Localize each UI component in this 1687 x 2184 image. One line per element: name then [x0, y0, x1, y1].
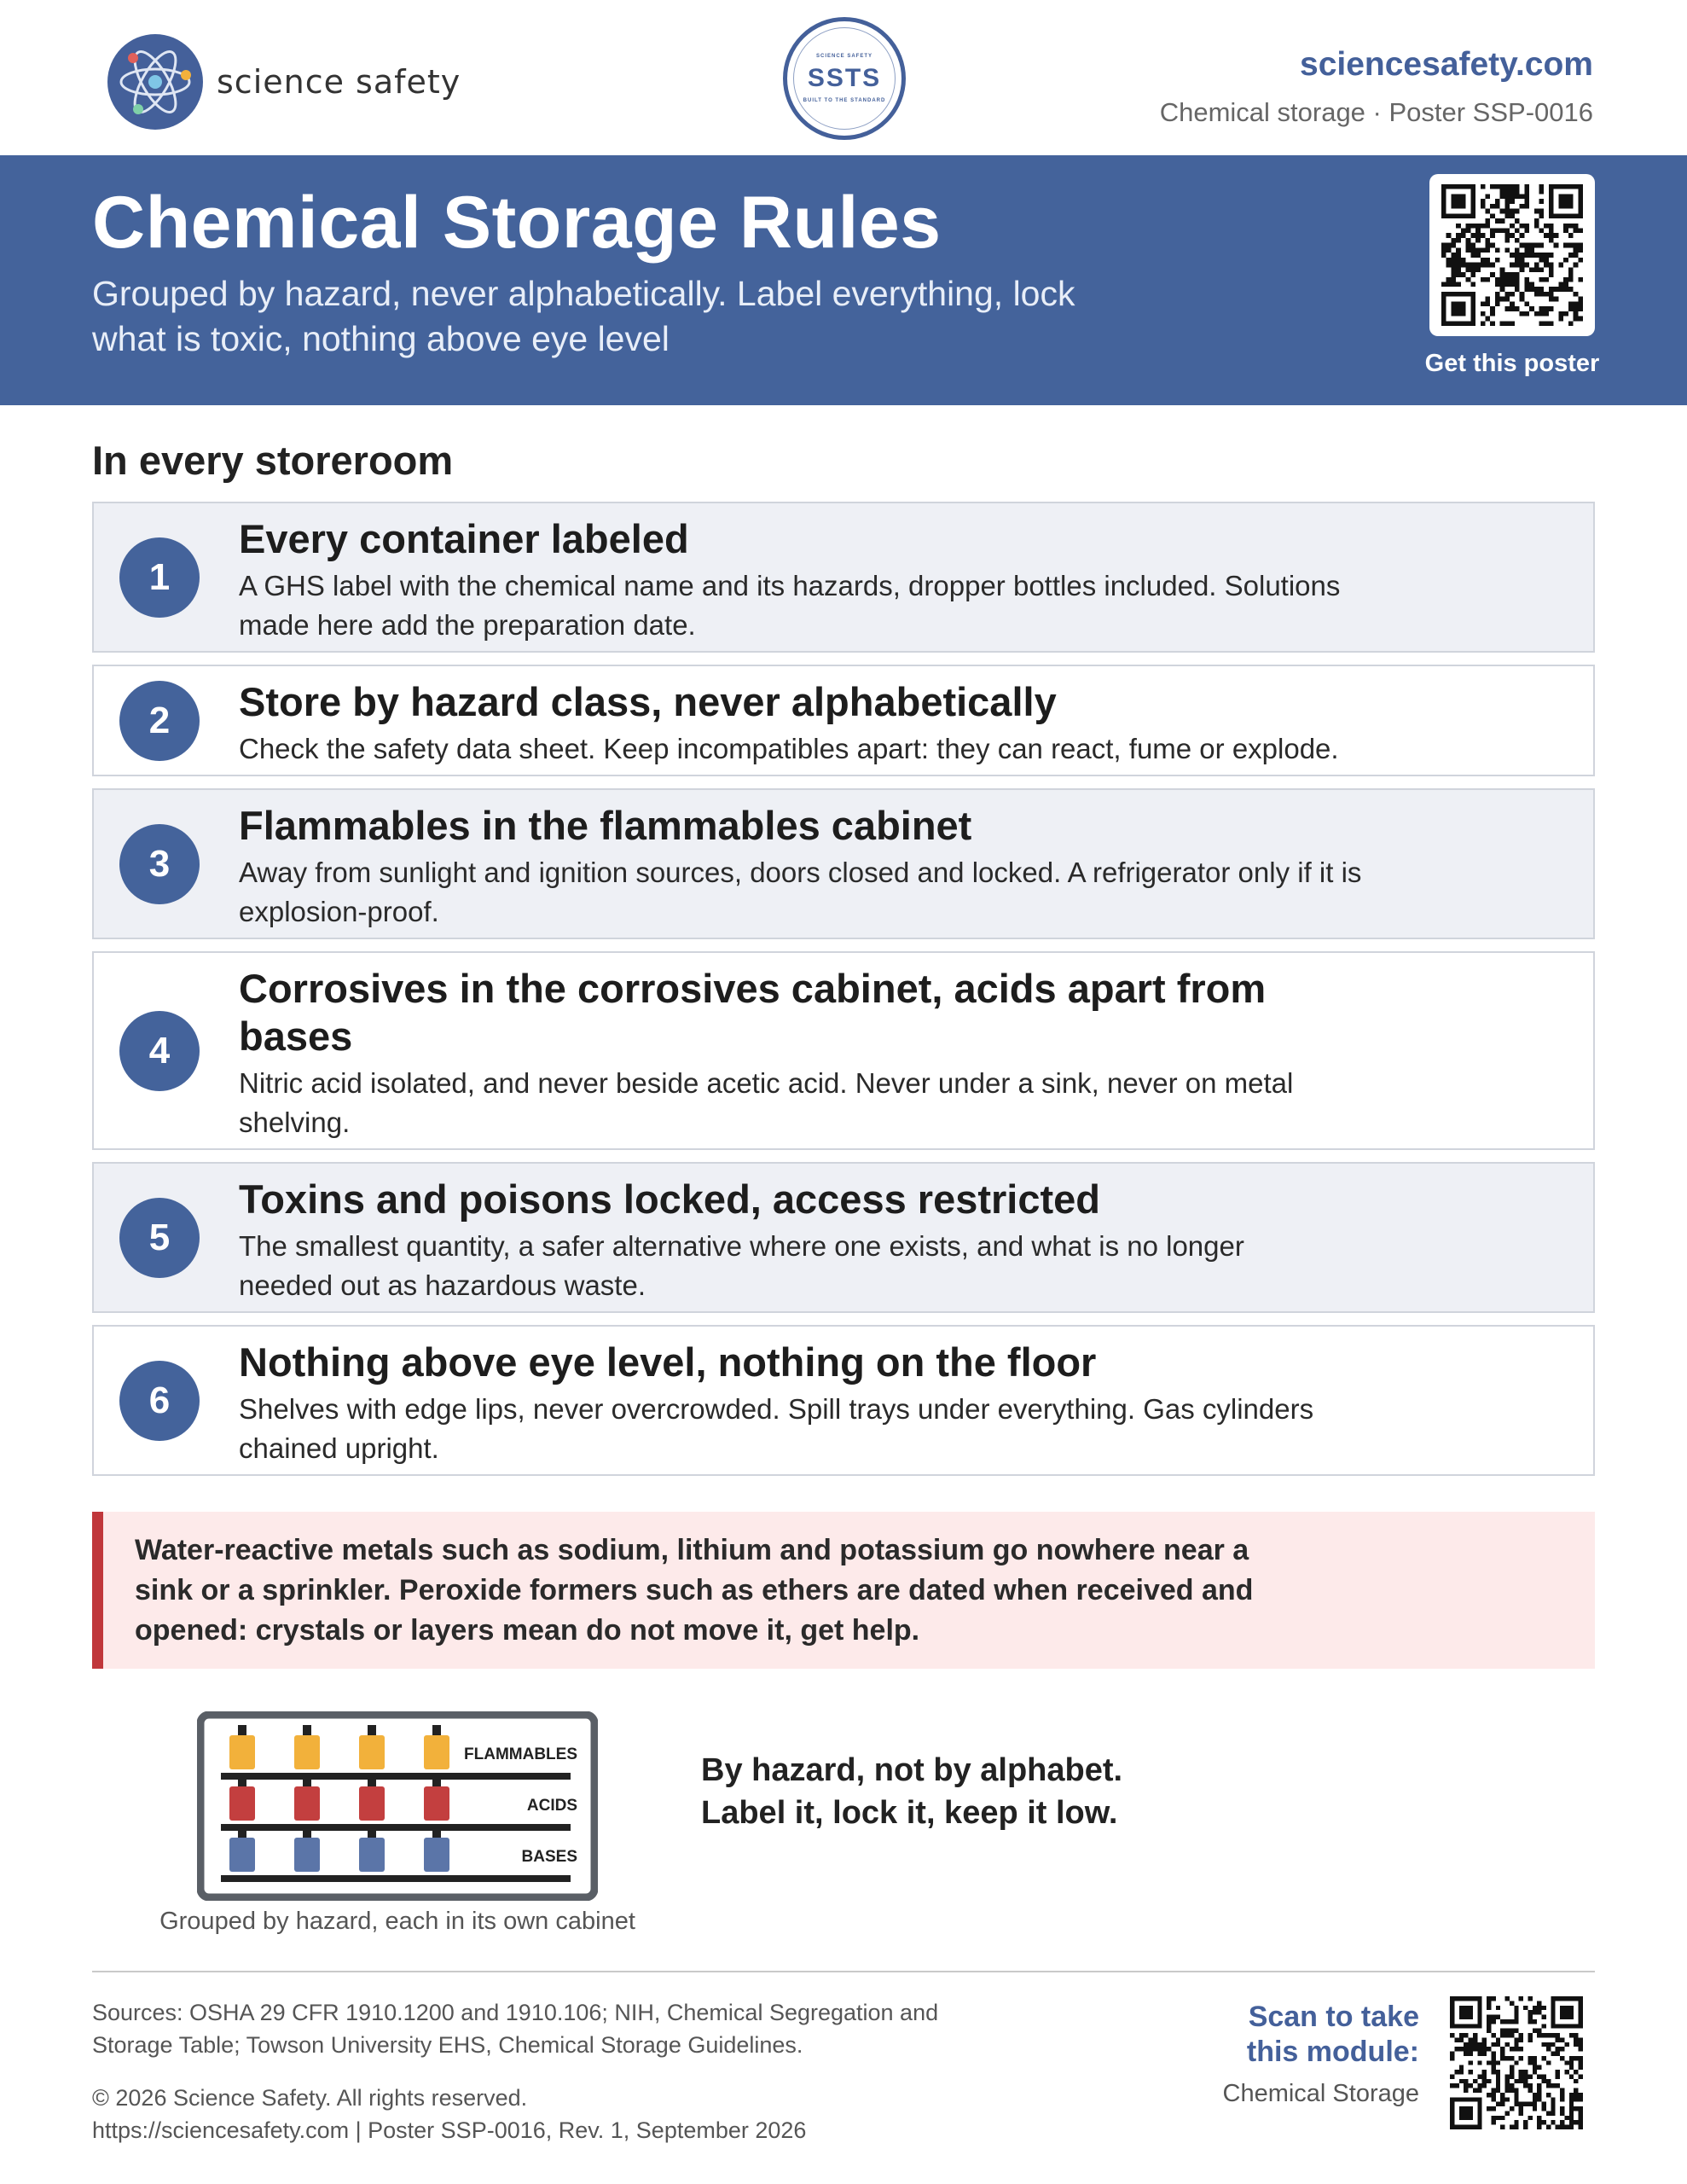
- sources-line-1: Sources: OSHA 29 CFR 1910.1200 and 1910.106; NIH, Chemical Segregation and: [92, 2000, 939, 2025]
- poster-reference: Chemical storage · Poster SSP-0016: [1159, 97, 1593, 127]
- seal-top-text: SCIENCE SAFETY: [815, 54, 872, 59]
- rule-item: [92, 502, 1595, 653]
- rule-text: Away from sunlight and ignition sources, doors closed and locked. A refrigerator only if it is explosion-proof.: [239, 857, 1362, 927]
- copyright-text: © 2026 Science Safety. All rights reserved.: [92, 2085, 528, 2111]
- scan-title-line-1: Scan to take: [1248, 2001, 1419, 2033]
- poster-qr-code[interactable]: [1429, 174, 1595, 336]
- module-qr-code[interactable]: [1450, 1996, 1583, 2129]
- rule-title: Toxins and poisons locked, access restricted: [239, 1176, 1100, 1222]
- seal-bottom-text: BUILT TO THE STANDARD: [803, 98, 886, 103]
- scan-title-line-2: this module:: [1246, 2036, 1419, 2068]
- rule-text: The smallest quantity, a safer alternative where one exists, and what is no longer needed out as hazardous waste.: [239, 1230, 1244, 1301]
- brand-name: science safety: [217, 63, 461, 101]
- shelf-label-acids: ACIDS: [526, 1797, 577, 1815]
- rule-title: Nothing above eye level, nothing on the floor: [239, 1339, 1097, 1385]
- storage-cabinet-illustration: [197, 1711, 598, 1901]
- cabinet-shelves-icon: [197, 1711, 598, 1901]
- rule-text: Check the safety data sheet. Keep incompatibles apart: they can react, fume or explode.: [239, 733, 1339, 764]
- rules-list: [92, 502, 1595, 1488]
- tagline: [701, 1749, 1122, 1834]
- rule-number-badge: 4: [119, 1011, 200, 1091]
- seal-ring: [793, 27, 896, 130]
- scan-module-block: [1223, 2000, 1420, 2108]
- rule-number-badge: 3: [119, 824, 200, 904]
- seal-main-text: SSTS: [807, 64, 882, 92]
- rule-text: A GHS label with the chemical name and its hazards, dropper bottles included. Solutions made here add the preparation date.: [239, 570, 1341, 641]
- copyright-block: [92, 2082, 806, 2146]
- site-url-link[interactable]: sciencesafety.com: [1300, 46, 1593, 83]
- scan-module-name: Chemical Storage: [1222, 2080, 1419, 2107]
- rule-number-badge: 1: [119, 537, 200, 618]
- sources-line-2: Storage Table; Towson University EHS, Chemical Storage Guidelines.: [92, 2032, 803, 2058]
- page-subtitle: Grouped by hazard, never alphabetically. Label everything, lock what is toxic, nothing above eye level: [92, 274, 1075, 358]
- brand-logo[interactable]: [107, 34, 461, 130]
- qr-label: Get this poster: [1424, 350, 1600, 377]
- rule-item: [92, 665, 1595, 776]
- rule-item: [92, 788, 1595, 939]
- footer-divider: [92, 1971, 1595, 1972]
- site-info: [1160, 46, 1593, 128]
- rule-title: Corrosives in the corrosives cabinet, acids apart from bases: [239, 966, 1267, 1059]
- rule-text: Nitric acid isolated, and never beside acetic acid. Never under a sink, never on metal shelving.: [239, 1067, 1294, 1138]
- illustration-caption: Grouped by hazard, each in its own cabinet: [159, 1908, 635, 1935]
- shelf-label-flammables: FLAMMABLES: [464, 1745, 577, 1763]
- rule-text: Shelves with edge lips, never overcrowded. Spill trays under everything. Gas cylinders chained upright.: [239, 1393, 1314, 1464]
- tagline-line-1: By hazard, not by alphabet.: [701, 1752, 1123, 1788]
- qr-code-icon: [1450, 1996, 1583, 2129]
- rule-item: [92, 1162, 1595, 1313]
- rule-title: Flammables in the flammables cabinet: [239, 803, 972, 848]
- atom-icon: [107, 34, 203, 130]
- sources-text: [92, 1996, 1030, 2061]
- page-title: Chemical Storage Rules: [92, 182, 942, 264]
- ssts-seal: [783, 17, 906, 140]
- section-title: In every storeroom: [92, 438, 454, 483]
- title-banner: [0, 155, 1687, 405]
- rule-number-badge: 6: [119, 1361, 200, 1441]
- rule-item: [92, 1325, 1595, 1476]
- poster-header: [0, 0, 1687, 155]
- rule-item: [92, 951, 1595, 1150]
- rule-title: Every container labeled: [239, 516, 689, 561]
- warning-text: Water-reactive metals such as sodium, lithium and potassium go nowhere near a sink or a sprinkler. Peroxide formers such as ethers are dated when received and opened: crystals or layers mean do not move it, get help.: [135, 1534, 1254, 1647]
- warning-callout: [92, 1512, 1595, 1669]
- scan-title: [1223, 2000, 1420, 2070]
- tagline-line-2: Label it, lock it, keep it low.: [701, 1795, 1118, 1831]
- imprint-link[interactable]: https://sciencesafety.com | Poster SSP-0016, Rev. 1, September 2026: [92, 2117, 807, 2143]
- rule-number-badge: 5: [119, 1198, 200, 1278]
- qr-code-icon: [1440, 184, 1585, 326]
- rule-number-badge: 2: [119, 681, 200, 761]
- shelf-label-bases: BASES: [521, 1848, 577, 1866]
- rule-title: Store by hazard class, never alphabetically: [239, 679, 1057, 724]
